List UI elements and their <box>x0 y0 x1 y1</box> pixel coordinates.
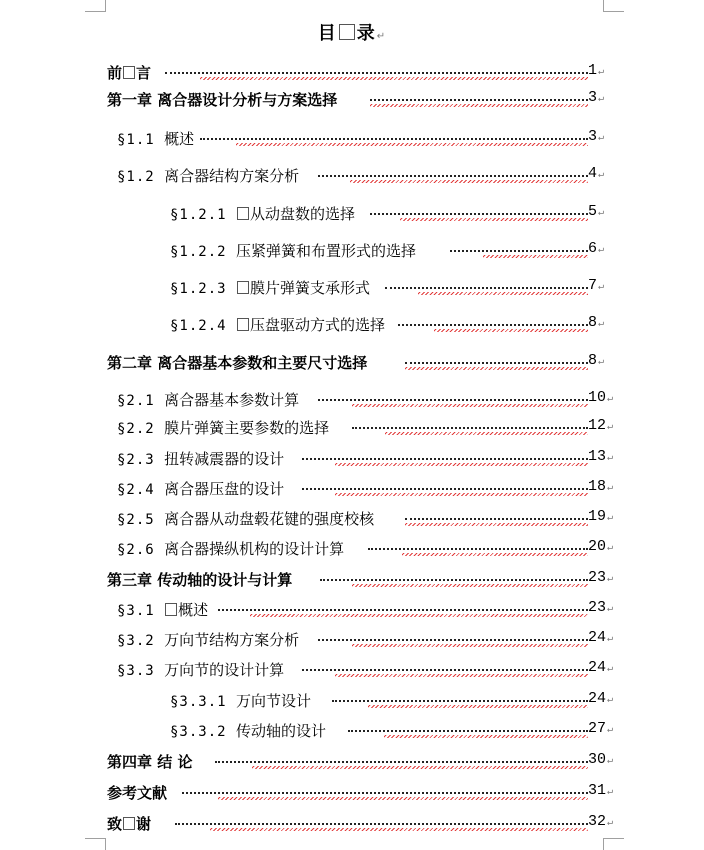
toc-entry[interactable] <box>0 314 704 336</box>
missing-glyph-box <box>123 817 135 830</box>
paragraph-mark-icon: ↵ <box>607 664 614 675</box>
spellcheck-underline <box>418 292 588 295</box>
toc-entry[interactable] <box>0 813 704 835</box>
dot-leader <box>302 659 588 677</box>
paragraph-mark-icon: ↵ <box>598 133 605 144</box>
entry-title: 扭转减震器的设计 <box>164 450 285 468</box>
dot-leader <box>302 448 588 466</box>
entry-title: 第一章 离合器设计分析与方案选择 <box>107 91 338 109</box>
toc-entry[interactable] <box>0 629 704 651</box>
spellcheck-underline <box>434 329 588 332</box>
entry-title: 万向节结构方案分析 <box>164 631 300 649</box>
paragraph-mark-icon: ↵ <box>598 208 605 219</box>
page-number: 13↵ <box>588 448 614 465</box>
entry-title: 第二章 离合器基本参数和主要尺寸选择 <box>107 354 368 372</box>
dot-leader <box>175 813 588 831</box>
entry-title: 膜片弹簧支承形式 <box>250 279 371 297</box>
paragraph-mark-icon: ↵ <box>607 422 614 433</box>
page-corner-mark-top-right <box>603 0 624 12</box>
toc-entry[interactable] <box>0 538 704 560</box>
toc-entry-label <box>170 277 370 298</box>
toc-entry[interactable] <box>0 782 704 804</box>
spellcheck-underline <box>335 674 588 677</box>
page-number: 6↵ <box>588 240 605 257</box>
section-number: §2.4 <box>117 482 165 498</box>
entry-title: 万向节设计 <box>236 692 312 710</box>
paragraph-mark-icon: ↵ <box>607 543 614 554</box>
spellcheck-underline <box>350 180 588 183</box>
toc-entry-label <box>117 659 284 680</box>
toc-entry[interactable] <box>0 599 704 621</box>
dot-leader <box>200 128 588 146</box>
section-number: §3.2 <box>117 633 165 649</box>
page-number: 24↵ <box>588 629 614 646</box>
spellcheck-underline <box>335 463 588 466</box>
section-number: §1.2 <box>117 169 165 185</box>
dot-leader <box>182 782 588 800</box>
paragraph-mark-icon: ↵ <box>598 94 605 105</box>
toc-entry[interactable] <box>0 240 704 262</box>
section-number: §3.3 <box>117 663 165 679</box>
toc-entry-label <box>170 240 416 261</box>
spellcheck-underline <box>200 77 588 80</box>
spellcheck-underline <box>384 735 588 738</box>
page-number: 8↵ <box>588 352 605 369</box>
toc-title-left: 目 <box>317 23 337 44</box>
toc-entry-label <box>117 599 208 620</box>
paragraph-mark-icon: ↵ <box>607 756 614 767</box>
missing-glyph-box <box>123 66 135 79</box>
toc-entry-label <box>117 128 194 149</box>
toc-entry-label <box>107 751 192 772</box>
toc-entry[interactable] <box>0 62 704 84</box>
toc-entry[interactable] <box>0 478 704 500</box>
page-number: 20↵ <box>588 538 614 555</box>
dot-leader <box>370 203 588 221</box>
toc-entry[interactable] <box>0 203 704 225</box>
toc-entry[interactable] <box>0 751 704 773</box>
dot-leader <box>215 751 588 769</box>
entry-title: 致 <box>107 815 123 833</box>
section-number: §1.2.4 <box>170 318 237 334</box>
entry-title: 离合器操纵机构的设计计算 <box>164 540 345 558</box>
spellcheck-underline <box>368 705 588 708</box>
page-number: 24↵ <box>588 659 614 676</box>
toc-entry[interactable] <box>0 659 704 681</box>
entry-title: 离合器从动盘毂花键的强度校核 <box>164 510 375 528</box>
spellcheck-underline <box>400 218 588 221</box>
missing-glyph-box <box>237 318 249 331</box>
spellcheck-underline <box>218 797 588 800</box>
toc-entry-label <box>170 720 326 741</box>
dot-leader <box>320 569 588 587</box>
toc-entry[interactable] <box>0 720 704 742</box>
spellcheck-underline <box>210 828 588 831</box>
toc-entry-label <box>170 690 311 711</box>
entry-title: 第三章 传动轴的设计与计算 <box>107 571 293 589</box>
dot-leader <box>450 240 588 258</box>
toc-entry[interactable] <box>0 569 704 591</box>
dot-leader <box>398 314 588 332</box>
toc-entry-label <box>117 478 284 499</box>
paragraph-mark-icon: ↵ <box>607 483 614 494</box>
paragraph-mark-icon: ↵ <box>607 695 614 706</box>
paragraph-mark-icon: ↵ <box>607 453 614 464</box>
paragraph-mark-icon: ↵ <box>598 170 605 181</box>
page-number: 7↵ <box>588 277 605 294</box>
page-corner-mark-bottom-left <box>85 838 106 850</box>
toc-entry[interactable] <box>0 352 704 374</box>
paragraph-mark-icon: ↵ <box>598 245 605 256</box>
toc-entry-label <box>117 417 329 438</box>
page-number: 24↵ <box>588 690 614 707</box>
entry-title: 传动轴的设计 <box>236 722 327 740</box>
paragraph-mark-icon: ↵ <box>607 725 614 736</box>
section-number: §3.3.1 <box>170 694 237 710</box>
toc-entry[interactable] <box>0 690 704 712</box>
section-number: §2.2 <box>117 421 165 437</box>
entry-title: 离合器压盘的设计 <box>164 480 285 498</box>
page-number: 5↵ <box>588 203 605 220</box>
toc-entry[interactable] <box>0 128 704 150</box>
dot-leader <box>218 599 588 617</box>
dot-leader <box>352 417 588 435</box>
paragraph-mark-icon: ↵ <box>598 357 605 368</box>
page-number: 23↵ <box>588 599 614 616</box>
spellcheck-underline <box>352 644 588 647</box>
toc-entry[interactable] <box>0 508 704 530</box>
dot-leader <box>332 690 588 708</box>
spellcheck-underline <box>370 104 588 107</box>
section-number: §2.1 <box>117 393 165 409</box>
page-number: 12↵ <box>588 417 614 434</box>
page-number: 27↵ <box>588 720 614 737</box>
missing-glyph-box <box>237 281 249 294</box>
toc-entry[interactable] <box>0 165 704 187</box>
spellcheck-underline <box>483 255 588 258</box>
spellcheck-underline <box>252 766 588 769</box>
entry-title-part2: 谢 <box>136 815 152 833</box>
dot-leader <box>368 538 588 556</box>
paragraph-mark-icon: ↵ <box>598 282 605 293</box>
dot-leader <box>405 352 588 370</box>
paragraph-mark-icon: ↵ <box>598 319 605 330</box>
entry-title: 膜片弹簧主要参数的选择 <box>164 419 330 437</box>
toc-entry-label <box>117 508 374 529</box>
section-number: §1.1 <box>117 132 165 148</box>
page-number: 3↵ <box>588 89 605 106</box>
page-number: 32↵ <box>588 813 614 830</box>
page-number: 4↵ <box>588 165 605 182</box>
section-number: §2.6 <box>117 542 165 558</box>
paragraph-mark-icon: ↵ <box>598 67 605 78</box>
entry-title: 离合器基本参数计算 <box>164 391 300 409</box>
page-number: 1↵ <box>588 62 605 79</box>
toc-entry-label <box>117 629 299 650</box>
toc-title-right: 录 <box>356 23 376 44</box>
page-number: 8↵ <box>588 314 605 331</box>
missing-glyph-box <box>165 603 177 616</box>
entry-title: 概述 <box>164 130 195 148</box>
dot-leader <box>318 629 588 647</box>
toc-entry[interactable] <box>0 417 704 439</box>
dot-leader <box>405 508 588 526</box>
spellcheck-underline <box>236 143 588 146</box>
toc-entry-label <box>117 538 344 559</box>
toc-entry[interactable] <box>0 389 704 411</box>
entry-title: 从动盘数的选择 <box>250 205 356 223</box>
page-number: 30↵ <box>588 751 614 768</box>
spellcheck-underline <box>250 614 588 617</box>
toc-entry-label <box>170 314 385 335</box>
toc-entry[interactable] <box>0 89 704 111</box>
spellcheck-underline <box>405 523 588 526</box>
entry-title: 压盘驱动方式的选择 <box>250 316 386 334</box>
page-number: 18↵ <box>588 478 614 495</box>
spellcheck-underline <box>335 493 588 496</box>
page-number: 3↵ <box>588 128 605 145</box>
dot-leader <box>302 478 588 496</box>
toc-entry[interactable] <box>0 277 704 299</box>
paragraph-mark-icon: ↵ <box>607 787 614 798</box>
section-number: §1.2.3 <box>170 281 237 297</box>
page-corner-mark-bottom-right <box>603 838 624 850</box>
spellcheck-underline <box>385 432 588 435</box>
spellcheck-underline <box>405 367 588 370</box>
spellcheck-underline <box>352 584 588 587</box>
entry-title: 前 <box>107 64 123 82</box>
paragraph-mark-icon: ↵ <box>607 513 614 524</box>
section-number: §3.1 <box>117 603 165 619</box>
dot-leader <box>318 389 588 407</box>
section-number: §2.5 <box>117 512 165 528</box>
section-number: §1.2.1 <box>170 207 237 223</box>
toc-entry-label <box>107 569 292 590</box>
entry-title: 参考文献 <box>107 784 168 802</box>
paragraph-mark-icon: ↵ <box>607 818 614 829</box>
dot-leader <box>318 165 588 183</box>
dot-leader <box>370 89 588 107</box>
page-number: 19↵ <box>588 508 614 525</box>
toc-entry-label <box>117 165 299 186</box>
toc-entry-label <box>107 62 151 83</box>
entry-title: 压紧弹簧和布置形式的选择 <box>236 242 417 260</box>
section-number: §1.2.2 <box>170 244 237 260</box>
page-number: 23↵ <box>588 569 614 586</box>
spellcheck-underline <box>402 553 588 556</box>
toc-entry-label <box>107 352 367 373</box>
missing-glyph-box <box>237 207 249 220</box>
dot-leader <box>385 277 588 295</box>
toc-entry-label <box>107 813 151 834</box>
entry-title: 概 <box>178 601 194 619</box>
entry-title-part2: 述 <box>193 601 209 619</box>
paragraph-mark-icon: ↵ <box>607 394 614 405</box>
toc-entry-label <box>117 448 284 469</box>
toc-entry-label <box>107 782 167 803</box>
page-number: 10↵ <box>588 389 614 406</box>
toc-entry-label <box>117 389 299 410</box>
toc-title <box>0 19 704 45</box>
missing-glyph-box <box>339 24 355 40</box>
paragraph-mark-icon: ↵ <box>376 31 387 42</box>
paragraph-mark-icon: ↵ <box>607 634 614 645</box>
entry-title: 离合器结构方案分析 <box>164 167 300 185</box>
toc-entry-label <box>107 89 337 110</box>
paragraph-mark-icon: ↵ <box>607 604 614 615</box>
dot-leader <box>348 720 588 738</box>
page-corner-mark-top-left <box>85 0 106 12</box>
toc-entry-label <box>170 203 355 224</box>
dot-leader <box>165 62 588 80</box>
entry-title: 第四章 结 论 <box>107 753 193 771</box>
entry-title: 万向节的设计计算 <box>164 661 285 679</box>
section-number: §2.3 <box>117 452 165 468</box>
page-number: 31↵ <box>588 782 614 799</box>
section-number: §3.3.2 <box>170 724 237 740</box>
entry-title-part2: 言 <box>136 64 152 82</box>
spellcheck-underline <box>352 404 588 407</box>
paragraph-mark-icon: ↵ <box>607 574 614 585</box>
toc-entry[interactable] <box>0 448 704 470</box>
